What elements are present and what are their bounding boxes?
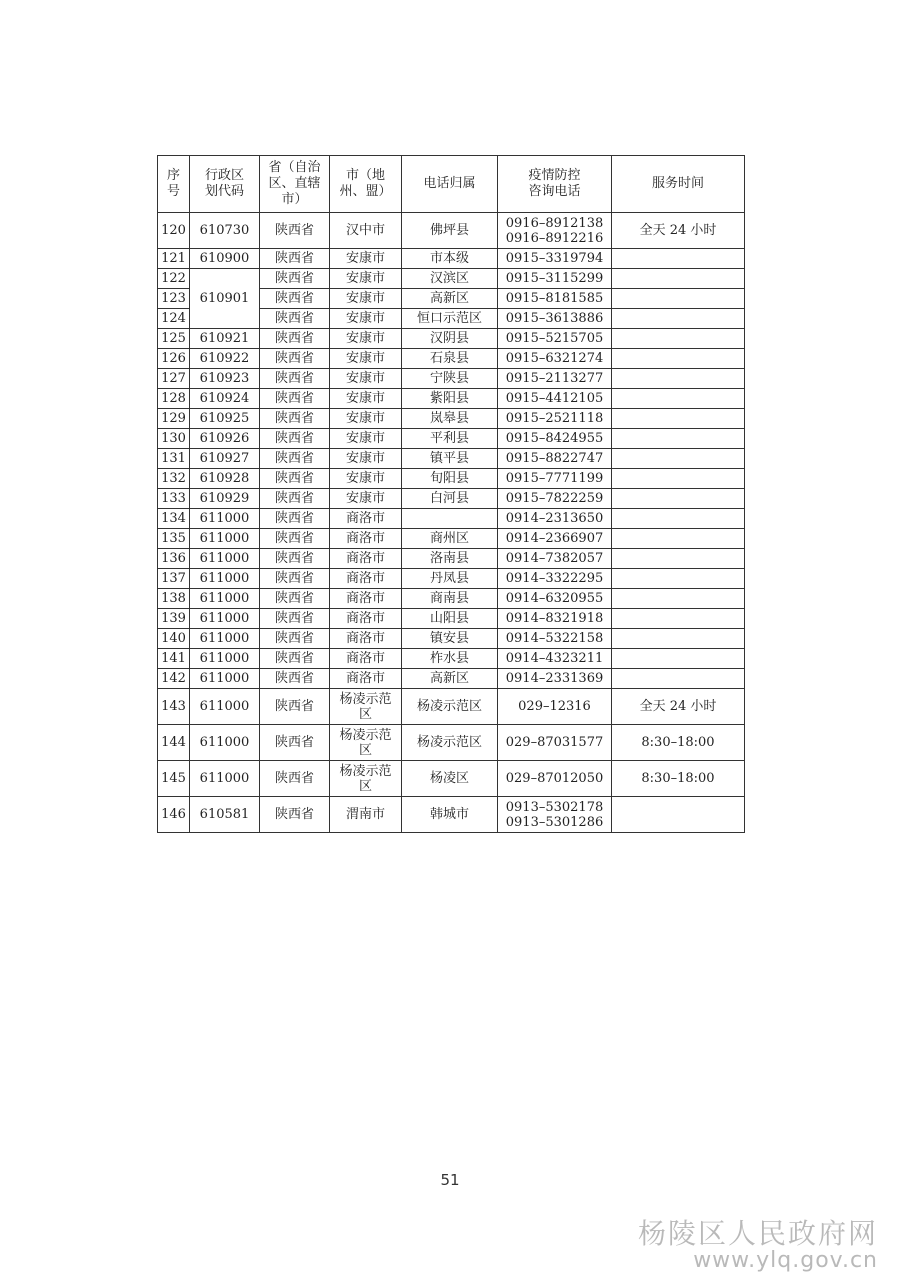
- cell-code: 610925: [190, 409, 260, 429]
- cell-hours: [612, 569, 745, 589]
- cell-code: 610730: [190, 213, 260, 249]
- cell-city: 安康市: [330, 249, 402, 269]
- cell-area: 高新区: [402, 289, 498, 309]
- cell-phone: 0915–7771199: [498, 469, 612, 489]
- cell-area: 高新区: [402, 669, 498, 689]
- cell-area: 佛坪县: [402, 213, 498, 249]
- cell-phone: 0914–5322158: [498, 629, 612, 649]
- cell-code: 610928: [190, 469, 260, 489]
- cell-province: 陕西省: [260, 429, 330, 449]
- cell-hours: 8:30–18:00: [612, 725, 745, 761]
- cell-province: 陕西省: [260, 289, 330, 309]
- cell-province: 陕西省: [260, 249, 330, 269]
- cell-city: 安康市: [330, 449, 402, 469]
- table-row: [158, 249, 745, 269]
- table-row: [158, 529, 745, 549]
- cell-hours: [612, 269, 745, 289]
- cell-phone: 0915–4412105: [498, 389, 612, 409]
- cell-seq: 136: [158, 549, 190, 569]
- cell-seq: 133: [158, 489, 190, 509]
- header-code: 行政区 划代码: [190, 156, 260, 213]
- cell-hours: [612, 669, 745, 689]
- cell-province: 陕西省: [260, 469, 330, 489]
- table-row: [158, 489, 745, 509]
- cell-city: 商洛市: [330, 529, 402, 549]
- cell-seq: 129: [158, 409, 190, 429]
- cell-province: 陕西省: [260, 349, 330, 369]
- cell-code: 611000: [190, 649, 260, 669]
- cell-area: 市本级: [402, 249, 498, 269]
- cell-province: 陕西省: [260, 369, 330, 389]
- cell-hours: [612, 609, 745, 629]
- cell-area: 杨凌区: [402, 761, 498, 797]
- cell-code: 610929: [190, 489, 260, 509]
- cell-area: 商州区: [402, 529, 498, 549]
- cell-hours: [612, 309, 745, 329]
- table-row: [158, 213, 745, 249]
- cell-city: 安康市: [330, 289, 402, 309]
- cell-area: [402, 509, 498, 529]
- cell-seq: 144: [158, 725, 190, 761]
- cell-phone: 0916–8912138 0916–8912216: [498, 213, 612, 249]
- cell-hours: [612, 249, 745, 269]
- cell-code: 611000: [190, 569, 260, 589]
- cell-code: 611000: [190, 629, 260, 649]
- table-row: [158, 549, 745, 569]
- cell-area: 平利县: [402, 429, 498, 449]
- table-row: [158, 797, 745, 833]
- cell-city: 商洛市: [330, 569, 402, 589]
- cell-seq: 120: [158, 213, 190, 249]
- cell-phone: 0914–4323211: [498, 649, 612, 669]
- cell-area: 镇安县: [402, 629, 498, 649]
- cell-area: 石泉县: [402, 349, 498, 369]
- cell-hours: [612, 629, 745, 649]
- cell-province: 陕西省: [260, 649, 330, 669]
- table-row: [158, 329, 745, 349]
- table-body: [158, 213, 745, 833]
- cell-area: 商南县: [402, 589, 498, 609]
- cell-province: 陕西省: [260, 725, 330, 761]
- cell-province: 陕西省: [260, 689, 330, 725]
- cell-hours: [612, 489, 745, 509]
- table-row: [158, 649, 745, 669]
- cell-seq: 135: [158, 529, 190, 549]
- cell-hours: 全天 24 小时: [612, 689, 745, 725]
- cell-phone: 0914–6320955: [498, 589, 612, 609]
- cell-province: 陕西省: [260, 569, 330, 589]
- cell-phone: 0914–3322295: [498, 569, 612, 589]
- cell-city: 安康市: [330, 349, 402, 369]
- cell-area: 旬阳县: [402, 469, 498, 489]
- cell-seq: 134: [158, 509, 190, 529]
- cell-city: 安康市: [330, 389, 402, 409]
- cell-province: 陕西省: [260, 549, 330, 569]
- cell-province: 陕西省: [260, 629, 330, 649]
- table-row: [158, 449, 745, 469]
- cell-hours: [612, 469, 745, 489]
- cell-hours: [612, 369, 745, 389]
- cell-area: 杨凌示范区: [402, 689, 498, 725]
- cell-area: 丹凤县: [402, 569, 498, 589]
- cell-phone: 0914–2366907: [498, 529, 612, 549]
- cell-province: 陕西省: [260, 797, 330, 833]
- cell-seq: 123: [158, 289, 190, 309]
- cell-phone: 0914–7382057: [498, 549, 612, 569]
- cell-city: 商洛市: [330, 509, 402, 529]
- watermark-url: www.ylq.gov.cn: [693, 1248, 878, 1273]
- cell-hours: [612, 289, 745, 309]
- cell-hours: 8:30–18:00: [612, 761, 745, 797]
- cell-phone: 029–87031577: [498, 725, 612, 761]
- cell-province: 陕西省: [260, 309, 330, 329]
- table-row: [158, 349, 745, 369]
- cell-province: 陕西省: [260, 449, 330, 469]
- cell-code: 610926: [190, 429, 260, 449]
- cell-province: 陕西省: [260, 529, 330, 549]
- cell-phone: 0915–3319794: [498, 249, 612, 269]
- cell-hours: [612, 429, 745, 449]
- cell-area: 宁陕县: [402, 369, 498, 389]
- cell-phone: 0913–5302178 0913–5301286: [498, 797, 612, 833]
- cell-phone: 0915–2113277: [498, 369, 612, 389]
- table-row: [158, 725, 745, 761]
- cell-province: 陕西省: [260, 761, 330, 797]
- cell-seq: 138: [158, 589, 190, 609]
- cell-seq: 122: [158, 269, 190, 289]
- cell-hours: [612, 549, 745, 569]
- cell-city: 安康市: [330, 469, 402, 489]
- cell-phone: 0915–8181585: [498, 289, 612, 309]
- cell-province: 陕西省: [260, 669, 330, 689]
- cell-seq: 121: [158, 249, 190, 269]
- cell-code: 610921: [190, 329, 260, 349]
- cell-code: 610922: [190, 349, 260, 369]
- table-row: [158, 429, 745, 449]
- cell-city: 安康市: [330, 429, 402, 449]
- cell-area: 岚皋县: [402, 409, 498, 429]
- cell-phone: 029–12316: [498, 689, 612, 725]
- cell-phone: 0915–3613886: [498, 309, 612, 329]
- cell-seq: 139: [158, 609, 190, 629]
- cell-hours: [612, 389, 745, 409]
- cell-city: 安康市: [330, 409, 402, 429]
- table-row: [158, 609, 745, 629]
- cell-hours: [612, 797, 745, 833]
- cell-code: 611000: [190, 725, 260, 761]
- cell-seq: 142: [158, 669, 190, 689]
- cell-city: 安康市: [330, 329, 402, 349]
- table-header-row: [158, 156, 745, 213]
- cell-city: 汉中市: [330, 213, 402, 249]
- cell-code: 611000: [190, 529, 260, 549]
- cell-hours: [612, 349, 745, 369]
- table-row: [158, 669, 745, 689]
- cell-province: 陕西省: [260, 269, 330, 289]
- cell-phone: 029–87012050: [498, 761, 612, 797]
- cell-code: 610581: [190, 797, 260, 833]
- table-row: [158, 569, 745, 589]
- cell-seq: 132: [158, 469, 190, 489]
- cell-city: 商洛市: [330, 629, 402, 649]
- cell-phone: 0914–8321918: [498, 609, 612, 629]
- cell-seq: 145: [158, 761, 190, 797]
- cell-hours: [612, 589, 745, 609]
- header-seq: 序 号: [158, 156, 190, 213]
- cell-province: 陕西省: [260, 589, 330, 609]
- cell-phone: 0915–6321274: [498, 349, 612, 369]
- cell-city: 安康市: [330, 269, 402, 289]
- cell-province: 陕西省: [260, 329, 330, 349]
- cell-seq: 128: [158, 389, 190, 409]
- cell-seq: 131: [158, 449, 190, 469]
- cell-hours: [612, 529, 745, 549]
- cell-hours: [612, 409, 745, 429]
- cell-province: 陕西省: [260, 409, 330, 429]
- table-row: [158, 761, 745, 797]
- cell-seq: 137: [158, 569, 190, 589]
- cell-code: 610927: [190, 449, 260, 469]
- cell-area: 汉阴县: [402, 329, 498, 349]
- cell-city: 商洛市: [330, 589, 402, 609]
- cell-seq: 124: [158, 309, 190, 329]
- cell-city: 渭南市: [330, 797, 402, 833]
- cell-city: 商洛市: [330, 549, 402, 569]
- cell-area: 洛南县: [402, 549, 498, 569]
- cell-seq: 143: [158, 689, 190, 725]
- cell-code: 611000: [190, 549, 260, 569]
- cell-area: 恒口示范区: [402, 309, 498, 329]
- cell-province: 陕西省: [260, 489, 330, 509]
- cell-phone: 0915–5215705: [498, 329, 612, 349]
- table-row: [158, 589, 745, 609]
- cell-city: 杨凌示范 区: [330, 761, 402, 797]
- watermark-site-name: 杨陵区人民政府网: [637, 1217, 878, 1250]
- table-row: [158, 629, 745, 649]
- page-number: 51: [440, 1171, 460, 1189]
- cell-code: 611000: [190, 669, 260, 689]
- table-row: [158, 509, 745, 529]
- cell-code: 610900: [190, 249, 260, 269]
- cell-hours: [612, 329, 745, 349]
- table-row: [158, 369, 745, 389]
- cell-area: 杨凌示范区: [402, 725, 498, 761]
- hotline-table: [157, 155, 745, 833]
- cell-province: 陕西省: [260, 389, 330, 409]
- cell-city: 杨凌示范 区: [330, 725, 402, 761]
- cell-city: 商洛市: [330, 609, 402, 629]
- cell-phone: 0914–2313650: [498, 509, 612, 529]
- cell-seq: 125: [158, 329, 190, 349]
- cell-city: 安康市: [330, 489, 402, 509]
- cell-hours: [612, 509, 745, 529]
- cell-code: 611000: [190, 689, 260, 725]
- header-city: 市（地 州、盟）: [330, 156, 402, 213]
- cell-city: 安康市: [330, 309, 402, 329]
- header-area: 电话归属: [402, 156, 498, 213]
- cell-hours: [612, 649, 745, 669]
- cell-seq: 146: [158, 797, 190, 833]
- cell-area: 白河县: [402, 489, 498, 509]
- cell-code: 611000: [190, 509, 260, 529]
- table-row: [158, 409, 745, 429]
- cell-code: 611000: [190, 589, 260, 609]
- cell-city: 安康市: [330, 369, 402, 389]
- cell-city: 商洛市: [330, 649, 402, 669]
- cell-province: 陕西省: [260, 213, 330, 249]
- cell-province: 陕西省: [260, 609, 330, 629]
- cell-hours: [612, 449, 745, 469]
- cell-code: 611000: [190, 761, 260, 797]
- cell-area: 韩城市: [402, 797, 498, 833]
- cell-area: 镇平县: [402, 449, 498, 469]
- cell-area: 柞水县: [402, 649, 498, 669]
- cell-code: 610923: [190, 369, 260, 389]
- table-row: [158, 389, 745, 409]
- cell-area: 紫阳县: [402, 389, 498, 409]
- table-row: [158, 689, 745, 725]
- cell-seq: 140: [158, 629, 190, 649]
- cell-hours: 全天 24 小时: [612, 213, 745, 249]
- cell-province: 陕西省: [260, 509, 330, 529]
- cell-phone: 0915–2521118: [498, 409, 612, 429]
- cell-seq: 130: [158, 429, 190, 449]
- cell-phone: 0915–3115299: [498, 269, 612, 289]
- cell-city: 商洛市: [330, 669, 402, 689]
- cell-phone: 0915–8424955: [498, 429, 612, 449]
- header-province: 省（自治 区、直辖 市）: [260, 156, 330, 213]
- cell-phone: 0915–7822259: [498, 489, 612, 509]
- cell-code: 610924: [190, 389, 260, 409]
- cell-area: 汉滨区: [402, 269, 498, 289]
- header-hours: 服务时间: [612, 156, 745, 213]
- cell-phone: 0915–8822747: [498, 449, 612, 469]
- cell-seq: 127: [158, 369, 190, 389]
- cell-seq: 126: [158, 349, 190, 369]
- header-phone: 疫情防控 咨询电话: [498, 156, 612, 213]
- cell-city: 杨凌示范 区: [330, 689, 402, 725]
- cell-code: 610901: [190, 269, 260, 329]
- cell-seq: 141: [158, 649, 190, 669]
- cell-code: 611000: [190, 609, 260, 629]
- table-row: [158, 469, 745, 489]
- cell-area: 山阳县: [402, 609, 498, 629]
- table-row: [158, 269, 745, 289]
- cell-phone: 0914–2331369: [498, 669, 612, 689]
